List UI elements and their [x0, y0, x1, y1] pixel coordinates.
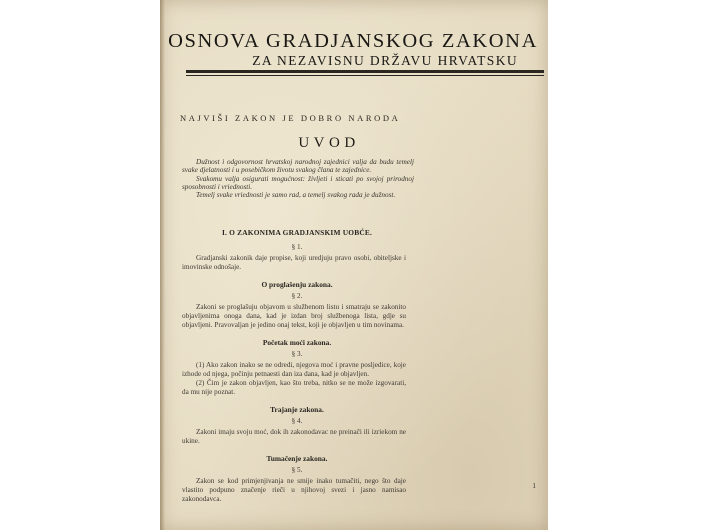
- section-paragraph: (1) Ako zakon inako se ne odredi, njegova moć i pravne posljedice, koje izhode od njega, počinju petnaesti dan iza dana, kad je objavljen.: [182, 361, 406, 378]
- section-heading: Trajanje zakona.: [270, 405, 324, 414]
- motto: NAJVIŠI ZAKON JE DOBRO NARODA: [180, 113, 401, 123]
- page-edge-shadow: [160, 0, 165, 530]
- section-number: § 4.: [291, 417, 303, 425]
- section-number: § 5.: [291, 466, 303, 474]
- title-rule-thin: [186, 75, 544, 76]
- chapter-title: I. O ZAKONIMA GRADJANSKIM UOBĆE.: [221, 228, 373, 237]
- document-subtitle: ZA NEZAVISNU DRŽAVU HRVATSKU: [252, 53, 518, 68]
- title-rule-thick: [186, 70, 544, 73]
- section-number: § 1.: [291, 243, 303, 251]
- intro-paragraph: Dužnost i odgovornost hrvatskoj narodnoj zajednici valja da budu temelj svake djelatnosti i u posebičkom životu svakog člana te zajednice.: [182, 158, 414, 175]
- section-paragraph: (2) Čim je zakon objavljen, kao što treba, nitko se ne može izgovarati, da mu nije poznat.: [182, 379, 406, 396]
- intro-paragraph: Svakomu valja osigurati mogućnost: življeti i sticati po svojoj prirodnoj sposobnosti i vriednosti.: [182, 174, 414, 191]
- page-number: 1: [532, 481, 536, 490]
- intro-heading: UVOD: [298, 135, 360, 151]
- section-number: § 3.: [291, 350, 303, 358]
- section-heading: O proglašenju zakona.: [261, 280, 333, 289]
- section-paragraph: Zakon se kod primjenjivanja ne smije inako tumačiti, nego što daje vlastito podpuno značenje rieči u njihovoj svezi i jasno namisao zakonodavca.: [182, 477, 406, 503]
- law-body: [182, 228, 406, 504]
- section-paragraph: Gradjanski zakonik daje propise, koji uredjuju pravo osobi, obiteljske i imovinske odnošaje.: [182, 254, 406, 271]
- intro-text: [182, 158, 414, 199]
- section-paragraph: Zakoni se proglašuju objavom u službenom listu i smatraju se zakonito objavljenima onoga dana, kad je izdan broj službenoga lista, gdje su objavljeni. Pravovaljan je jedino onaj tekst, koji je objavljen u tim novinama.: [182, 303, 406, 329]
- document-page: [160, 0, 548, 530]
- intro-paragraph: Temelj svake vriednosti je samo rad, a temelj svakog rada je dužnost.: [196, 191, 396, 200]
- section-number: § 2.: [291, 292, 303, 300]
- document-title: OSNOVA GRADJANSKOG ZAKONA: [168, 30, 538, 52]
- section-heading: Tumačenje zakona.: [266, 454, 328, 463]
- section-heading: Početak moći zakona.: [262, 338, 332, 347]
- section-paragraph: Zakoni imaju svoju moć, dok ih zakonodavac ne preinači ili izriekom ne ukine.: [182, 428, 406, 445]
